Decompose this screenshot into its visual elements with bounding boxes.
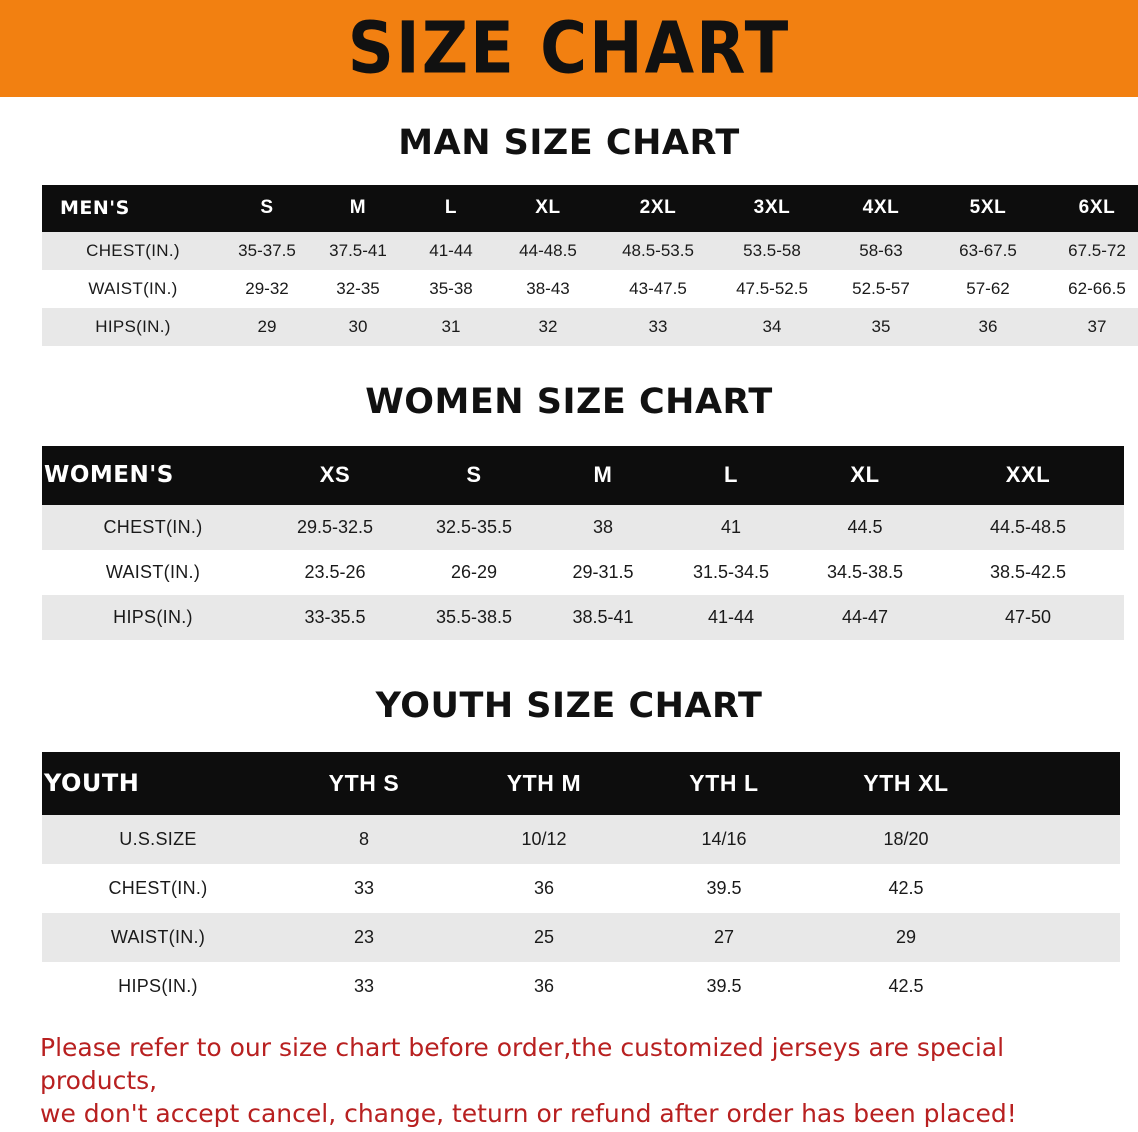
cell: 33: [353, 878, 375, 898]
man-size-table: [42, 185, 1138, 346]
women-table-wrapper: [42, 446, 1096, 640]
cell: 47.5-52.5: [736, 279, 808, 298]
column-header-s: S: [466, 462, 482, 487]
cell: 29-31.5: [572, 562, 634, 582]
column-header-spacer: [998, 752, 1120, 815]
column-header-yth-m: YTH M: [506, 769, 582, 796]
cell: 8: [358, 829, 369, 849]
cell: 47-50: [1004, 607, 1052, 627]
cell-spacer: [998, 815, 1120, 864]
column-header-l: L: [444, 197, 458, 218]
row-label: WAIST(IN.): [88, 279, 178, 298]
column-header-l: L: [723, 462, 739, 487]
table-row: [42, 505, 1124, 550]
cell: 37.5-41: [329, 241, 387, 260]
row-label: U.S.SIZE: [119, 829, 197, 849]
header-banner: [0, 0, 1138, 97]
column-header-xl: XL: [535, 197, 561, 218]
cell: 67.5-72: [1068, 241, 1126, 260]
cell: 39.5: [706, 976, 742, 996]
table-row: [42, 815, 1120, 864]
cell: 25: [533, 927, 555, 947]
cell: 43-47.5: [629, 279, 687, 298]
column-header-label: MEN'S: [60, 197, 130, 219]
table-header-row: [42, 446, 1124, 505]
page-title: SIZE CHART: [347, 7, 791, 90]
cell: 33: [353, 976, 375, 996]
cell: 48.5-53.5: [622, 241, 694, 260]
column-header-xs: XS: [319, 462, 351, 487]
cell: 32.5-35.5: [435, 517, 513, 537]
row-label: WAIST(IN.): [105, 562, 201, 582]
cell: 14/16: [701, 829, 747, 849]
cell: 29-32: [245, 279, 289, 298]
cell: 44.5-48.5: [989, 517, 1067, 537]
cell: 33: [648, 317, 668, 336]
cell: 29: [257, 317, 277, 336]
column-header-label: WOMEN'S: [44, 462, 174, 488]
cell: 39.5: [706, 878, 742, 898]
cell: 62-66.5: [1068, 279, 1126, 298]
table-header-row: [42, 185, 1138, 232]
man-table-wrapper: [42, 185, 1126, 346]
column-header-4xl: 4XL: [862, 197, 900, 218]
cell: 58-63: [859, 241, 903, 260]
cell: 35: [871, 317, 891, 336]
table-row: [42, 308, 1138, 346]
cell: 26-29: [450, 562, 498, 582]
cell-spacer: [998, 962, 1120, 1011]
cell: 36: [533, 976, 555, 996]
cell: 53.5-58: [743, 241, 801, 260]
table-row: [42, 550, 1124, 595]
cell: 38.5-41: [572, 607, 634, 627]
cell: 18/20: [883, 829, 929, 849]
youth-size-table: [42, 752, 1120, 1011]
cell: 10/12: [521, 829, 567, 849]
table-row: [42, 913, 1120, 962]
row-label: WAIST(IN.): [110, 927, 206, 947]
cell: 42.5: [888, 976, 924, 996]
table-row: [42, 232, 1138, 270]
women-section-title: WOMEN SIZE CHART: [365, 382, 773, 422]
column-header-2xl: 2XL: [639, 197, 677, 218]
row-label: HIPS(IN.): [118, 976, 198, 996]
table-row: [42, 864, 1120, 913]
cell: 52.5-57: [852, 279, 910, 298]
cell: 36: [978, 317, 998, 336]
disclaimer-line-2: we don't accept cancel, change, teturn or refund after order has been placed!: [40, 1099, 1017, 1128]
row-label: HIPS(IN.): [95, 317, 171, 336]
column-header-yth-l: YTH L: [689, 769, 759, 796]
table-row: [42, 270, 1138, 308]
cell: 29: [895, 927, 917, 947]
table-row: [42, 595, 1124, 640]
man-section-title: MAN SIZE CHART: [398, 123, 740, 163]
column-header-xxl: XXL: [1005, 462, 1051, 487]
column-header-yth-xl: YTH XL: [863, 769, 949, 796]
cell-spacer: [998, 913, 1120, 962]
cell: 31: [441, 317, 461, 336]
column-header-m: M: [349, 197, 367, 218]
cell: 30: [348, 317, 368, 336]
women-size-table: [42, 446, 1124, 640]
cell-spacer: [998, 864, 1120, 913]
cell: 23: [353, 927, 375, 947]
column-header-xl: XL: [850, 462, 880, 487]
cell: 63-67.5: [959, 241, 1017, 260]
row-label: CHEST(IN.): [108, 878, 208, 898]
row-label: HIPS(IN.): [113, 607, 193, 627]
cell: 38.5-42.5: [989, 562, 1067, 582]
cell: 35.5-38.5: [435, 607, 513, 627]
cell: 41-44: [707, 607, 755, 627]
cell: 31.5-34.5: [692, 562, 770, 582]
column-header-5xl: 5XL: [969, 197, 1007, 218]
cell: 27: [713, 927, 735, 947]
cell: 38-43: [526, 279, 570, 298]
column-header-6xl: 6XL: [1078, 197, 1116, 218]
cell: 32-35: [336, 279, 380, 298]
cell: 42.5: [888, 878, 924, 898]
column-header-3xl: 3XL: [753, 197, 791, 218]
cell: 41-44: [429, 241, 473, 260]
cell: 29.5-32.5: [296, 517, 374, 537]
cell: 57-62: [966, 279, 1010, 298]
cell: 35-37.5: [238, 241, 296, 260]
disclaimer-note: [40, 1031, 1098, 1130]
column-header-s: S: [260, 197, 274, 218]
table-header-row: [42, 752, 1120, 815]
cell: 32: [538, 317, 558, 336]
row-label: CHEST(IN.): [103, 517, 203, 537]
column-header-label: YOUTH: [44, 769, 140, 797]
cell: 44-48.5: [519, 241, 577, 260]
youth-table-wrapper: [42, 752, 1096, 1011]
cell: 37: [1087, 317, 1107, 336]
cell: 44.5: [847, 517, 883, 537]
cell: 34: [762, 317, 782, 336]
cell: 36: [533, 878, 555, 898]
cell: 38: [592, 517, 614, 537]
cell: 41: [720, 517, 742, 537]
cell: 44-47: [841, 607, 889, 627]
youth-section-title: YOUTH SIZE CHART: [375, 686, 763, 726]
cell: 23.5-26: [304, 562, 366, 582]
column-header-m: M: [593, 462, 613, 487]
cell: 35-38: [429, 279, 473, 298]
cell: 34.5-38.5: [826, 562, 904, 582]
column-header-yth-s: YTH S: [328, 769, 400, 796]
cell: 33-35.5: [304, 607, 366, 627]
disclaimer-line-1: Please refer to our size chart before order,the customized jerseys are special products,: [40, 1033, 1005, 1095]
table-row: [42, 962, 1120, 1011]
row-label: CHEST(IN.): [86, 241, 180, 260]
